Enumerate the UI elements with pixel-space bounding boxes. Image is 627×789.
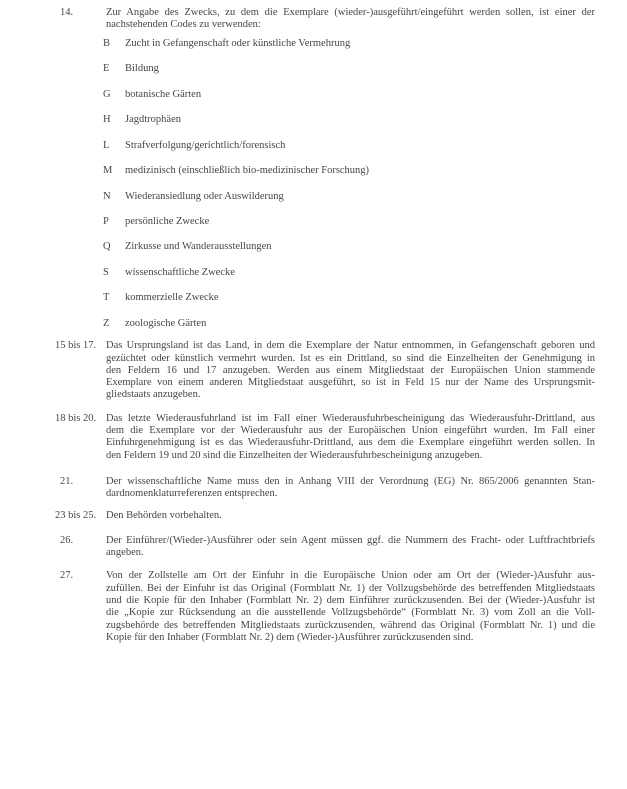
purpose-code-row xyxy=(103,292,627,304)
purpose-code-label: Zucht in Gefangenschaft oder künstliche Vermehrung xyxy=(125,37,351,49)
purpose-code-letter: E xyxy=(103,63,110,75)
paragraph-item-14 xyxy=(0,7,627,32)
item-text: Das Ursprungsland ist das Land, in dem die Exemplare der Natur entnommen, in Gefangenschaft geboren und gezüchtet oder künstlich vermehrt wurden. Ist es ein Drittland, so sind die Einzelheiten der Genehmigung in den Feldern 16 und 17 anzugeben. Werden aus einem Mitgliedstaat der Europäischen Union stammende Exemplare von einem anderen Mitgliedstaat ausgeführt, so ist in Feld 15 nur der Name des Ursprungsmit- gliedstaats anzugeben. xyxy=(106,340,595,401)
paragraph-item-27 xyxy=(0,570,627,644)
purpose-code-row xyxy=(103,318,627,330)
purpose-code-row xyxy=(103,114,627,126)
purpose-code-row xyxy=(103,241,627,253)
purpose-code-label: botanische Gärten xyxy=(125,88,202,100)
item-text: Der Einführer/(Wieder-)Ausführer oder sein Agent müssen ggf. die Nummern des Fracht- oder Luftfrachtbriefs angeben. xyxy=(106,534,595,559)
purpose-code-label: kommerzielle Zwecke xyxy=(125,292,219,304)
purpose-code-row xyxy=(103,191,627,203)
item-text: Der wissenschaftliche Name muss den in Anhang VIII der Verordnung (EG) Nr. 865/2006 genannten Stan- dardnomenklaturreferenzen entsprechen. xyxy=(106,475,595,500)
paragraph-item-21 xyxy=(0,476,627,501)
purpose-code-row xyxy=(103,140,627,152)
purpose-code-row xyxy=(103,38,627,50)
purpose-code-label: Strafverfolgung/gerichtlich/forensisch xyxy=(125,139,286,151)
purpose-code-label: wissenschaftliche Zwecke xyxy=(125,266,235,278)
purpose-code-letter: S xyxy=(103,266,109,278)
item-text: Zur Angabe des Zwecks, zu dem die Exemplare (wieder-)ausgeführt/eingeführt werden sollen, ist einer der nachstehenden Codes zu verwenden: xyxy=(106,7,595,31)
paragraph-item-26 xyxy=(0,535,627,560)
purpose-code-letter: Q xyxy=(103,241,111,253)
item-number: 27. xyxy=(60,570,74,582)
purpose-code-row xyxy=(103,267,627,279)
purpose-code-label: Zirkusse und Wanderausstellungen xyxy=(125,241,272,253)
item-text: Das letzte Wiederausfuhrland ist im Fall einer Wiederausfuhrbescheinigung das Wiederausfuhr-Drittland, aus dem die Exemplare vor der Wiederausfuhr aus der Europäischen Union eingeführt wurden. Im Fall einer Einfuhrgenehmigung ist es das Wiederausfuhr-Drittland, aus dem die Exemplare eingeführt werden sollen. In den Feldern 19 und 20 sind die Einzelheiten der Wiederausfuhrbescheinigung anzugeben. xyxy=(106,412,595,461)
purpose-code-letter: M xyxy=(103,165,113,177)
purpose-code-letter: G xyxy=(103,88,111,100)
purpose-code-row xyxy=(103,63,627,75)
purpose-code-row xyxy=(103,216,627,228)
purpose-code-label: zoologische Gärten xyxy=(125,317,207,329)
item-number: 21. xyxy=(60,475,74,487)
item-number: 18 bis 20. xyxy=(55,412,97,424)
purpose-code-label: Jagdtrophäen xyxy=(125,114,181,126)
purpose-code-label: medizinisch (einschließlich bio-medizinischer Forschung) xyxy=(125,165,370,177)
paragraph-item-15-17 xyxy=(0,340,627,401)
item-number: 14. xyxy=(60,7,74,18)
item-number: 26. xyxy=(60,534,74,546)
item-text: Von der Zollstelle am Ort der Einfuhr in die Europäische Union oder am Ort der (Wieder-)Ausfuhr aus- zufüllen. Bei der Einfuhr ist das Original (Formblatt Nr. 1) der Vollzugsbehörde des betreffenden Mitgliedstaats und die Kopie für den Inhaber (Formblatt Nr. 2) dem Einführer zurückzusenden. Bei der (Wieder-)Ausfuhr ist die „Kopie zur Rücksendung an die ausstellende Vollzugsbehörde“ (Formblatt Nr. 3) vom Zoll an die Voll- zugsbehörde des betreffenden Mitgliedstaats zurückzusenden, während das Original (Formblatt Nr. 1) und die Kopie für den Inhaber (Formblatt Nr. 2) dem (Wieder-)Ausführer zurückzusenden sind. xyxy=(106,570,595,643)
purpose-code-letter: N xyxy=(103,190,111,202)
purpose-code-label: Bildung xyxy=(125,63,159,75)
item-text: Den Behörden vorbehalten. xyxy=(106,510,222,522)
purpose-code-letter: T xyxy=(103,292,110,304)
purpose-code-label: persönliche Zwecke xyxy=(125,215,210,227)
purpose-code-row xyxy=(103,165,627,177)
purpose-code-list xyxy=(103,38,627,331)
purpose-code-letter: B xyxy=(103,37,111,49)
purpose-code-letter: P xyxy=(103,215,109,227)
purpose-code-row xyxy=(103,89,627,101)
purpose-code-label: Wiederansiedlung oder Auswilderung xyxy=(125,190,284,202)
paragraph-item-23-25 xyxy=(0,510,627,522)
purpose-code-letter: L xyxy=(103,139,110,151)
item-number: 23 bis 25. xyxy=(55,510,97,522)
paragraph-item-18-20 xyxy=(0,413,627,462)
item-number: 15 bis 17. xyxy=(55,340,97,352)
purpose-code-letter: Z xyxy=(103,317,110,329)
purpose-code-letter: H xyxy=(103,114,111,126)
